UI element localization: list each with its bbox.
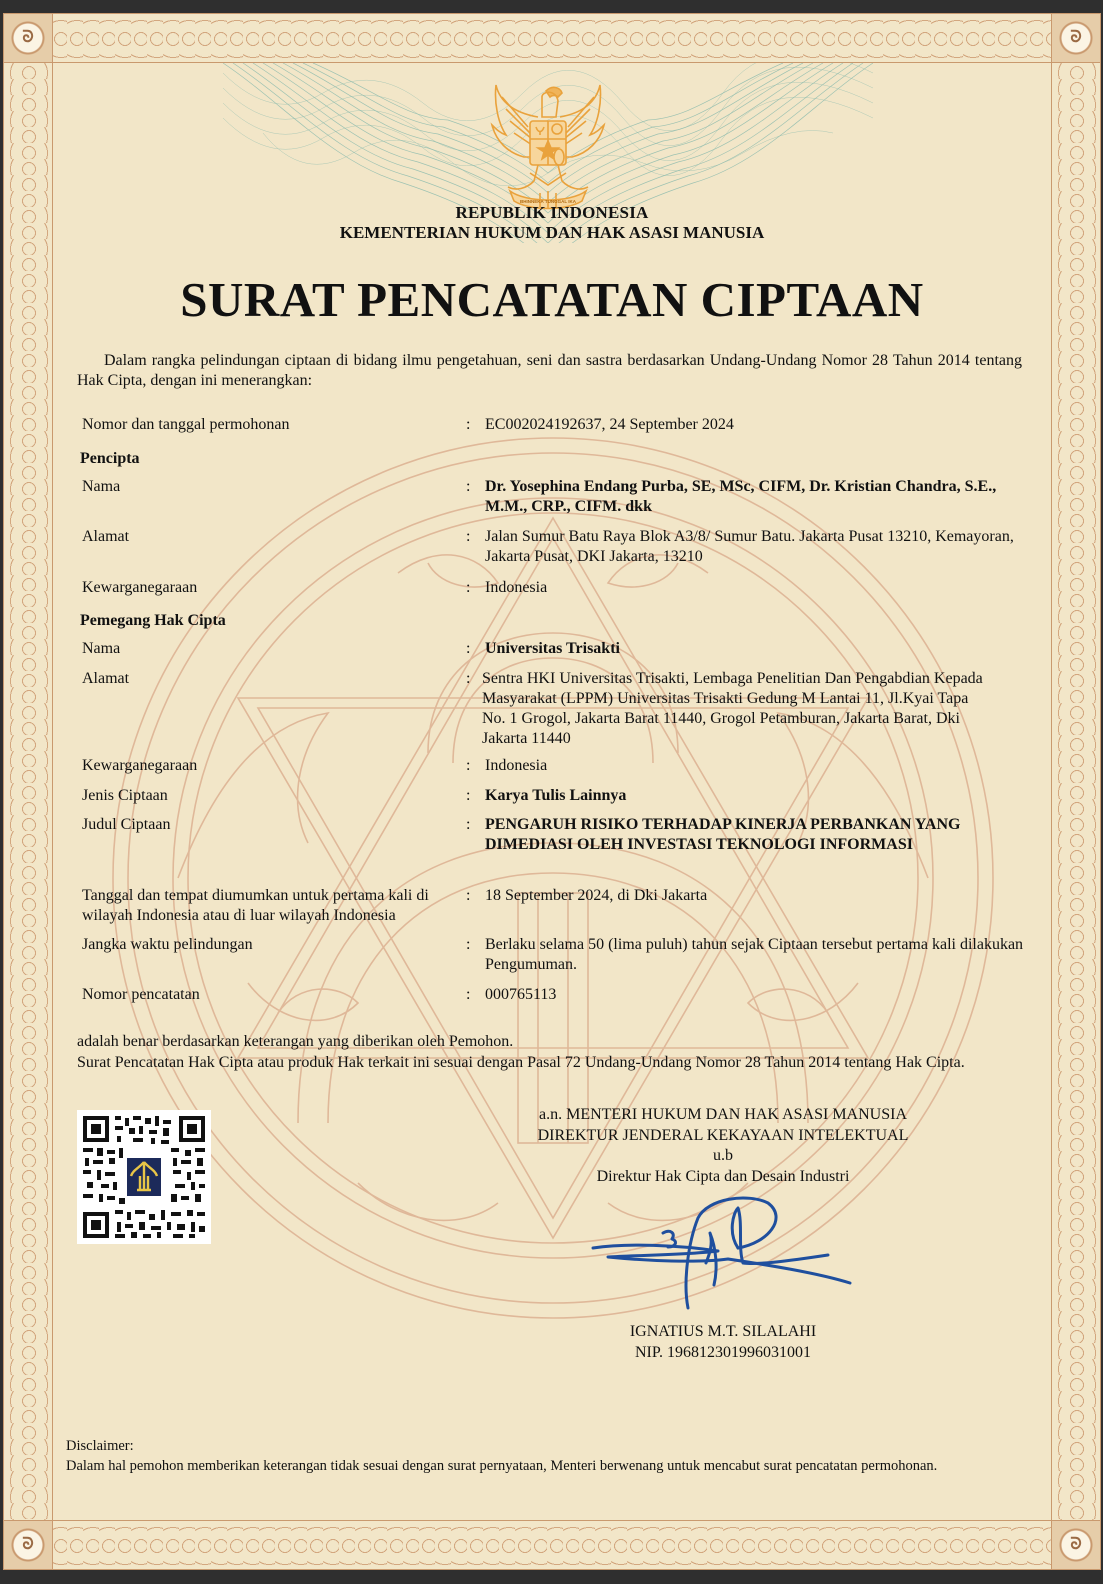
- holder-address-label: Alamat: [82, 670, 130, 687]
- emblem-motto: BHINNEKA TUNGGAL IKA: [520, 199, 576, 204]
- holder-name-value: Universitas Trisakti: [485, 640, 620, 657]
- protection-label: Jangka waktu pelindungan: [82, 936, 253, 953]
- holder-address-value: Sentra HKI Universitas Trisakti, Lembaga Penelitian Dan Pengabdian Kepada Masyarakat (LPPM) Universitas Trisakti Gedung M Lantai 11, Jl.Kyai Tapa No. 1 Grogol, Jakarta Barat 11440, Grogol Petamburan, Jakarta Barat, Dki Jakarta 11440: [482, 670, 983, 747]
- corner-medallion-icon: ᘐ: [1051, 1520, 1101, 1570]
- signatory-line-2: DIREKTUR JENDERAL KEKAYAAN INTELEKTUAL: [537, 1126, 909, 1144]
- colon: :: [466, 787, 471, 804]
- disclaimer-title: Disclaimer:: [66, 1438, 134, 1454]
- corner-medallion-icon: ᘐ: [3, 1520, 53, 1570]
- colon: :: [466, 640, 471, 657]
- section-creator: Pencipta: [80, 450, 140, 467]
- record-number-label: Nomor pencatatan: [82, 986, 200, 1003]
- announcement-label: Tanggal dan tempat diumumkan untuk pertama kali di wilayah Indonesia atau di luar wilayah Indonesia: [82, 887, 429, 924]
- corner-medallion-icon: ᘐ: [3, 13, 53, 63]
- creator-name-value: Dr. Yosephina Endang Purba, SE, MSc, CIFM, Dr. Kristian Chandra, S.E., M.M., CRP., CIFM. dkk: [485, 478, 997, 515]
- holder-citizenship-label: Kewarganegaraan: [82, 757, 198, 774]
- country-heading: REPUBLIK INDONESIA: [455, 203, 649, 222]
- closing-text: [77, 1031, 1022, 1073]
- signatory-name: IGNATIUS M.T. SILALAHI: [629, 1323, 817, 1340]
- signatory-nip: NIP. 196812301996031001: [634, 1344, 811, 1361]
- ornamental-border-bottom: [3, 1520, 1101, 1570]
- colon: :: [466, 816, 471, 833]
- record-number-value: 000765113: [485, 986, 557, 1003]
- disclaimer: [66, 1436, 1066, 1476]
- colon: :: [466, 579, 471, 596]
- work-title-value: PENGARUH RISIKO TERHADAP KINERJA PERBANKAN YANG DIMEDIASI OLEH INVESTASI TEKNOLOGI INFORMASI: [485, 816, 961, 853]
- colon: :: [466, 887, 471, 904]
- protection-value: Berlaku selama 50 (lima puluh) tahun sejak Ciptaan tersebut pertama kali dilakukan Pengumuman.: [485, 936, 1024, 973]
- colon: :: [466, 986, 471, 1003]
- colon: :: [466, 670, 471, 687]
- signatory-block: [503, 1105, 943, 1187]
- certificate: [3, 13, 1101, 1570]
- work-title-label: Judul Ciptaan: [82, 816, 171, 833]
- creator-address-value: Jalan Sumur Batu Raya Blok A3/8/ Sumur Batu. Jakarta Pusat 13210, Kemayoran, Jakarta Pusat, DKI Jakarta, 13210: [485, 528, 1014, 565]
- signatory-line-4: Direktur Hak Cipta dan Desain Industri: [596, 1167, 850, 1185]
- document-title: SURAT PENCATATAN CIPTAAN: [180, 272, 924, 327]
- disclaimer-text: Dalam hal pemohon memberikan keterangan tidak sesuai dengan surat pernyataan, Menteri berwenang untuk mencabut surat pencatatan permohonan.: [66, 1458, 938, 1474]
- colon: :: [466, 528, 471, 545]
- holder-citizenship-value: Indonesia: [485, 757, 548, 774]
- qr-code-icon[interactable]: [77, 1110, 211, 1244]
- work-type-label: Jenis Ciptaan: [82, 787, 168, 804]
- creator-citizenship-label: Kewarganegaraan: [82, 579, 198, 596]
- colon: :: [466, 936, 471, 953]
- creator-citizenship-value: Indonesia: [485, 579, 548, 596]
- garuda-pancasila-emblem-icon: [486, 73, 611, 221]
- ministry-heading: KEMENTERIAN HUKUM DAN HAK ASASI MANUSIA: [339, 223, 765, 242]
- announcement-value: 18 September 2024, di Dki Jakarta: [485, 887, 708, 904]
- colon: :: [466, 416, 471, 433]
- signatory-line-1: a.n. MENTERI HUKUM DAN HAK ASASI MANUSIA: [539, 1106, 907, 1123]
- handwritten-signature: [588, 1193, 858, 1318]
- application-value: EC002024192637, 24 September 2024: [485, 416, 734, 433]
- ornamental-border-top: [3, 13, 1101, 63]
- closing-line-1: adalah benar berdasarkan keterangan yang diberikan oleh Pemohon.: [77, 1033, 514, 1050]
- creator-name-label: Nama: [82, 478, 121, 495]
- colon: :: [466, 478, 471, 495]
- section-holder: Pemegang Hak Cipta: [80, 612, 226, 629]
- intro-paragraph: Dalam rangka pelindungan ciptaan di bidang ilmu pengetahuan, seni dan sastra berdasarkan Undang-Undang Nomor 28 Tahun 2014 tentang Hak Cipta, dengan ini menerangkan:: [77, 352, 1022, 389]
- application-label: Nomor dan tanggal permohonan: [82, 416, 290, 433]
- signatory-line-3: u.b: [713, 1147, 733, 1164]
- holder-name-label: Nama: [82, 640, 121, 657]
- work-type-value: Karya Tulis Lainnya: [485, 787, 627, 804]
- corner-medallion-icon: ᘐ: [1051, 13, 1101, 63]
- signatory-name-block: [523, 1321, 923, 1363]
- closing-line-2: Surat Pencatatan Hak Cipta atau produk Hak terkait ini sesuai dengan Pasal 72 Undang-Undang Nomor 28 Tahun 2014 tentang Hak Cipta.: [77, 1054, 965, 1071]
- creator-address-label: Alamat: [82, 528, 130, 545]
- colon: :: [466, 757, 471, 774]
